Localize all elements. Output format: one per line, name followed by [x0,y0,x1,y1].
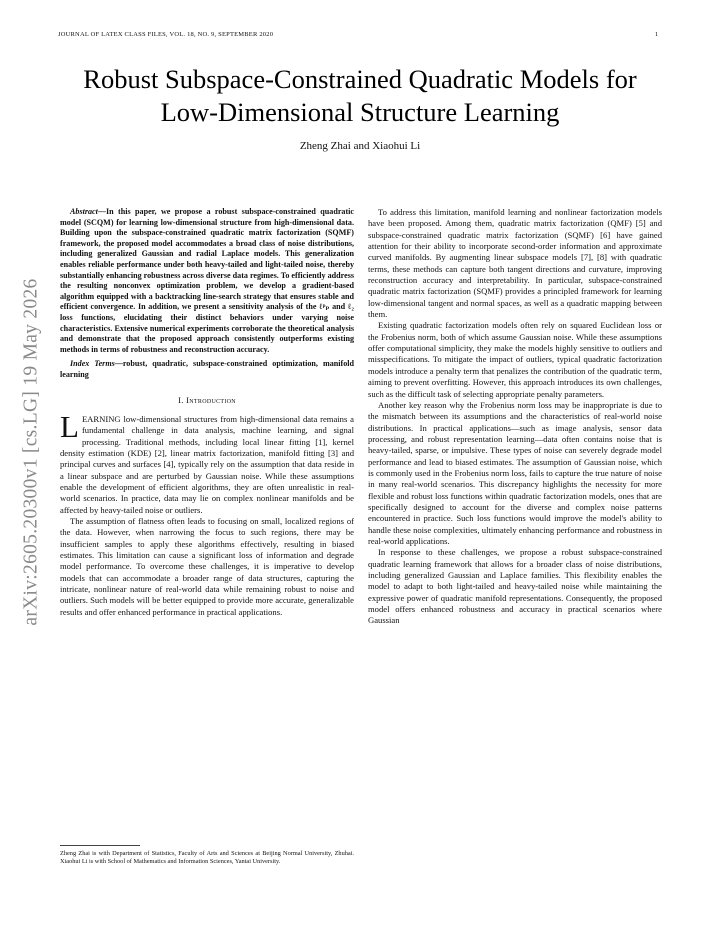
index-terms-paragraph [60,359,354,380]
section-heading-introduction [60,395,354,406]
index-terms-lead: Index Terms [70,359,115,369]
index-terms-text: —robust, quadratic, subspace-constrained optimization, manifold learning [60,359,354,379]
section-number: I. [178,394,184,405]
arxiv-identifier-text: arXiv:2605.20300v1 [cs.LG] 19 May 2026 [21,278,42,626]
paper-title-line-2: Low-Dimensional Structure Learning [160,97,560,127]
body-paragraph-5: Another key reason why the Frobenius norm loss may be inappropriate is due to the mismatch between its assumptions and the characteristics of real-world noise distributions. In practical applications—such as image analysis, sensor data processing, and robust representation learning—data often contains noise that is heavy-tailed, sparse, or impulsive. These types of noise can severely degrade model performance and lead to biased estimates. The assumption of Gaussian noise, which is commonly used in the Frobenius norm loss, fails to capture the true nature of noise in many real-world scenarios. This discrepancy highlights the necessity for more flexible and robust loss functions within quadratic factorization models, ones that are specifically designed to account for the diverse and complex noise patterns encountered in practice. Such loss functions would improve the model's ability to handle these noise complexities, ultimately enhancing performance and robustness in real-world applications. [368,399,662,546]
drop-cap-letter: L [60,408,79,444]
abstract-text: —In this paper, we propose a robust subspace-constrained quadratic model (SCQM) for learning low-dimensional structure from high-dimensional data. Building upon the subspace-constrained quadratic matrix factorization (SQMF) framework, the proposed model accommodates a broad class of noise distributions, including generalized Gaussian and radial Laplace models. This generalization enables reliable performance under both heavy-tailed and light-tailed noise, thereby substantially enhancing robustness across diverse data regimes. To efficiently address the resulting nonconvex optimization problem, we develop a gradient-based algorithm equipped with a backtracking line-search strategy that ensures stable and efficient convergence. In addition, we present a sensitivity analysis of the ℓᵖₚ and ℓ₂ loss functions, elucidating their distinct behaviors under varying noise characteristics. Extensive numerical experiments corroborate the theoretical analysis and demonstrate that the proposed approach consistently outperforms existing methods in terms of robustness and reconstruction accuracy. [60,207,354,354]
paper-title [40,63,680,129]
author-affiliation-footnote: Zheng Zhai is with Department of Statistics, Faculty of Arts and Sciences at Beijing Normal University, Zhuhai. Xiaohui Li is with School of Mathematics and Information Sciences, Yantai University. [60,850,354,866]
page-number: 1 [655,31,659,38]
arxiv-identifier-stamp [19,258,45,646]
body-paragraph-4: Existing quadratic factorization models often rely on squared Euclidean loss or the Frobenius norm, both of which assume Gaussian noise. While these assumptions offer computational simplicity, they make the models highly sensitive to outliers and misspecifications. To mitigate the impact of outliers, typical quadratic factorization models introduce a penalty term that penalizes the contribution of the quadratic term, aiming to prevent overfitting. However, this approach introduces its own challenges, such as the difficult task of selecting appropriate penalty parameters. [368,320,662,399]
abstract-lead: Abstract [70,207,98,216]
intro-paragraph-2: The assumption of flatness often leads to focusing on small, localized regions of the data. However, when narrowing the focus to such regions, there may be insufficient samples to apply these algorithms effectively, resulting in biased estimates. This limitation can cause a significant loss of information and degrade model performance. To overcome these challenges, it is imperative to develop models that can accommodate a broader range of data structures, capturing the intricate, nonlinear nature of real-world data while remaining robust to noise and outliers. Such models will be better equipped to provide more accurate, generalizable results and offer enhanced performance in practical applications. [60,515,354,617]
paper-title-line-1: Robust Subspace-Constrained Quadratic Models for [83,64,637,94]
right-column [368,207,662,627]
intro-paragraph-1-text: EARNING low-dimensional structures from high-dimensional data remains a fundamental challenge in data analysis, machine learning, and signal processing. Traditional methods, including local linear fitting [1], kernel density estimation (KDE) [2], linear matrix factorization, manifold fitting [3] and principal curves and surfaces [4], typically rely on the assumption that data reside in a linear subspace and are perturbed by Gaussian noise. While these assumptions enable the development of efficient algorithms, they are often unrealistic in real-world scenarios. In practice, data may lie on complex nonlinear manifolds and be affected by heavy-tailed noise or outliers. [60,413,354,515]
author-list: Zheng Zhai and Xiaohui Li [299,140,421,152]
left-column [60,207,354,618]
section-title: Introduction [186,394,236,405]
body-paragraph-3: To address this limitation, manifold learning and nonlinear factorization models have been proposed. Among them, quadratic matrix factorization (QMF) [5] and subspace-constrained quadratic matrix factorization (SQMF) [6] have gained attention for their ability to incorporate second-order information and approximate curved manifolds. By augmenting linear subspace models [7], [8] with quadratic terms, these methods can capture both tangent directions and curvature, improving reconstruction accuracy and interpretability. In particular, subspace-constrained quadratic matrix factorization (SQMF) provides a principled framework for learning low-dimensional tangent and normal spaces, as well as a quadratic mapping between them. [368,207,662,320]
intro-paragraph-1 [60,408,354,516]
abstract-paragraph [60,207,354,355]
running-header: JOURNAL OF LATEX CLASS FILES, VOL. 18, NO. 9, SEPTEMBER 2020 [58,31,274,38]
body-paragraph-6: In response to these challenges, we propose a robust subspace-constrained quadratic learning framework that allows for a broader class of noise distributions, including generalized Gaussian and Laplace families. This flexibility enables the model to adapt to both light-tailed and heavy-tailed noise while maintaining the expressive power of quadratic manifold representations. Consequently, the proposed model offers enhanced robustness and accuracy in practical scenarios where Gaussian [368,547,662,626]
abstract-block [60,207,354,381]
footnote-divider [60,845,140,846]
